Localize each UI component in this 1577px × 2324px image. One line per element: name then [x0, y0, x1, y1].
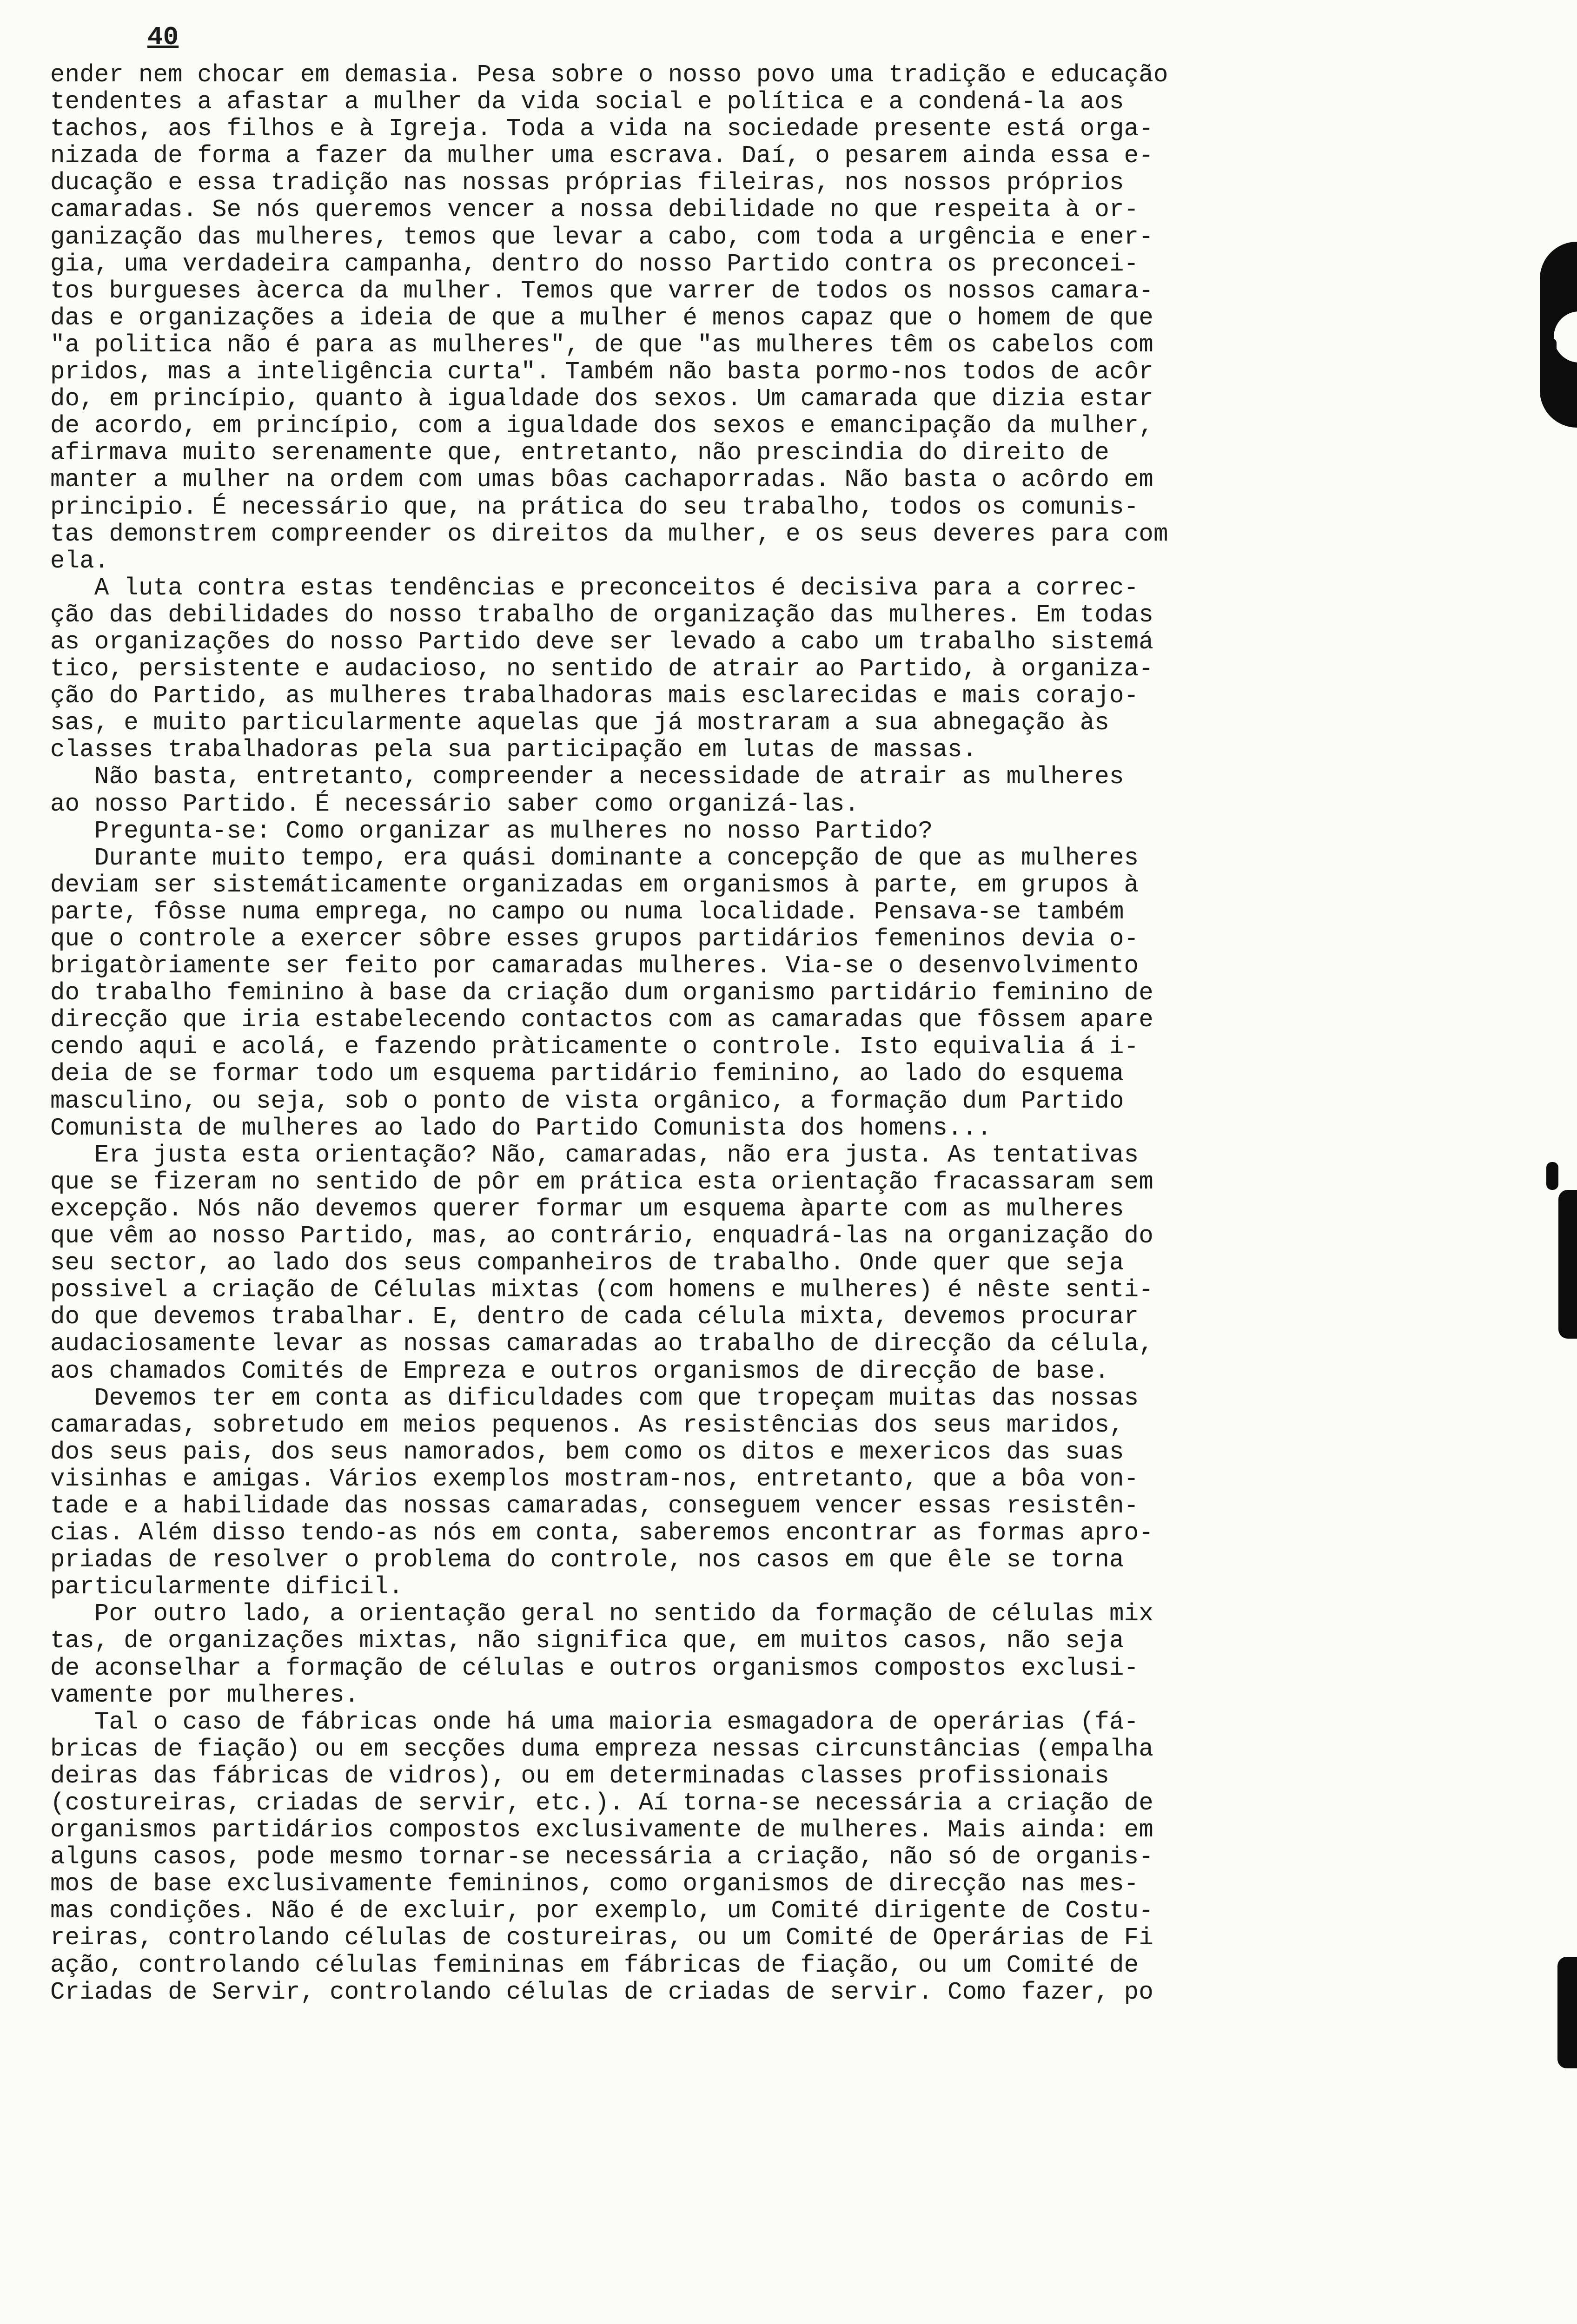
body-text	[50, 61, 1454, 2006]
binding-hole	[1557, 1957, 1577, 2068]
text-line: camaradas. Se nós queremos vencer a nossa debilidade no que respeita à or-	[50, 196, 1139, 224]
text-line: tade e a habilidade das nossas camaradas, conseguem vencer essas resistên-	[50, 1492, 1139, 1520]
text-line: masculino, ou seja, sob o ponto de vista orgânico, a formação dum Partido	[50, 1087, 1124, 1115]
text-line: afirmava muito serenamente que, entretanto, não prescindia do direito de	[50, 439, 1110, 467]
binding-hole	[1558, 1190, 1577, 1339]
text-line: ganização das mulheres, temos que levar a cabo, com toda a urgência e ener-	[50, 223, 1153, 251]
text-line: priadas de resolver o problema do controle, nos casos em que êle se torna	[50, 1546, 1124, 1574]
text-line: parte, fôsse numa emprega, no campo ou numa localidade. Pensava-se também	[50, 898, 1124, 926]
text-line: dos seus pais, dos seus namorados, bem como os ditos e mexericos das suas	[50, 1438, 1124, 1466]
text-line: possivel a criação de Células mixtas (com homens e mulheres) é nêste senti-	[50, 1276, 1153, 1304]
text-line: alguns casos, pode mesmo tornar-se necessária a criação, não só de organis-	[50, 1843, 1153, 1871]
text-line: gia, uma verdadeira campanha, dentro do nosso Partido contra os preconcei-	[50, 250, 1139, 278]
binding-hole-inner	[1554, 311, 1577, 363]
text-line: cendo aqui e acolá, e fazendo pràticamente o controle. Isto equivalia á i-	[50, 1033, 1139, 1061]
text-line: Por outro lado, a orientação geral no sentido da formação de células mix	[50, 1600, 1153, 1628]
text-line: que vêm ao nosso Partido, mas, ao contrário, enquadrá-las na organização do	[50, 1222, 1153, 1250]
text-line: A luta contra estas tendências e preconceitos é decisiva para a correc-	[50, 574, 1139, 602]
text-line: de acordo, em princípio, com a igualdade dos sexos e emancipação da mulher,	[50, 412, 1153, 440]
text-line: manter a mulher na ordem com umas bôas cachaporradas. Não basta o acôrdo em	[50, 466, 1153, 494]
text-line: ação, controlando células femininas em fábricas de fiação, ou um Comité de	[50, 1951, 1139, 1979]
text-line: mos de base exclusivamente femininos, como organismos de direcção nas mes-	[50, 1870, 1139, 1898]
text-line: direcção que iria estabelecendo contactos com as camaradas que fôssem apare	[50, 1006, 1153, 1034]
text-line: nizada de forma a fazer da mulher uma escrava. Daí, o pesarem ainda essa e-	[50, 142, 1153, 170]
text-line: Tal o caso de fábricas onde há uma maioria esmagadora de operárias (fá-	[50, 1708, 1139, 1736]
text-line: deiras das fábricas de vidros), ou em determinadas classes profissionais	[50, 1762, 1110, 1790]
text-line: que se fizeram no sentido de pôr em prática esta orientação fracassaram sem	[50, 1168, 1153, 1196]
text-line: de aconselhar a formação de células e outros organismos compostos exclusi-	[50, 1654, 1139, 1682]
text-line: brigatòriamente ser feito por camaradas mulheres. Via-se o desenvolvimento	[50, 952, 1139, 980]
text-line: seu sector, ao lado dos seus companheiros de trabalho. Onde quer que seja	[50, 1249, 1124, 1277]
text-line: pridos, mas a inteligência curta". Também não basta pormo-nos todos de acôr	[50, 358, 1153, 386]
text-line: das e organizações a ideia de que a mulher é menos capaz que o homem de que	[50, 304, 1153, 332]
text-line: camaradas, sobretudo em meios pequenos. As resistências dos seus maridos,	[50, 1411, 1124, 1439]
text-line: do que devemos trabalhar. E, dentro de cada célula mixta, devemos procurar	[50, 1303, 1139, 1331]
text-line: ducação e essa tradição nas nossas próprias fileiras, nos nossos próprios	[50, 169, 1124, 197]
text-line: tachos, aos filhos e à Igreja. Toda a vida na sociedade presente está orga-	[50, 115, 1153, 143]
text-line: Pregunta-se: Como organizar as mulheres no nosso Partido?	[50, 817, 933, 845]
text-line: deviam ser sistemáticamente organizadas em organismos à parte, em grupos à	[50, 871, 1139, 899]
binding-hole	[1540, 242, 1577, 428]
text-line: classes trabalhadoras pela sua participação em lutas de massas.	[50, 736, 977, 764]
page-number: 40	[147, 22, 179, 52]
text-line: mas condições. Não é de excluir, por exemplo, um Comité dirigente de Costu-	[50, 1897, 1153, 1925]
text-line: principio. É necessário que, na prática do seu trabalho, todos os comunis-	[50, 493, 1139, 521]
text-line: Não basta, entretanto, compreender a necessidade de atrair as mulheres	[50, 763, 1124, 791]
text-line: Durante muito tempo, era quási dominante a concepção de que as mulheres	[50, 844, 1139, 872]
text-line: deia de se formar todo um esquema partidário feminino, ao lado do esquema	[50, 1060, 1124, 1088]
text-line: ela.	[50, 547, 109, 575]
text-line: tas, de organizações mixtas, não significa que, em muitos casos, não seja	[50, 1627, 1124, 1655]
text-line: do, em princípio, quanto à igualdade dos sexos. Um camarada que dizia estar	[50, 385, 1153, 413]
text-line: que o controle a exercer sôbre esses grupos partidários femeninos devia o-	[50, 925, 1139, 953]
text-line: do trabalho feminino à base da criação dum organismo partidário feminino de	[50, 979, 1153, 1007]
text-line: vamente por mulheres.	[50, 1681, 359, 1709]
text-line: sas, e muito particularmente aquelas que já mostraram a sua abnegação às	[50, 709, 1110, 737]
text-line: ender nem chocar em demasia. Pesa sobre o nosso povo uma tradição e educação	[50, 61, 1168, 89]
text-line: Criadas de Servir, controlando células de criadas de servir. Como fazer, po	[50, 1978, 1153, 2006]
text-line: bricas de fiação) ou em secções duma empreza nessas circunstâncias (empalha	[50, 1735, 1153, 1763]
text-line: Devemos ter em conta as dificuldades com que tropeçam muitas das nossas	[50, 1384, 1139, 1412]
text-line: Comunista de mulheres ao lado do Partido Comunista dos homens...	[50, 1114, 992, 1142]
text-line: "a politica não é para as mulheres", de que "as mulheres têm os cabelos com	[50, 330, 1153, 359]
text-line: audaciosamente levar as nossas camaradas ao trabalho de direcção da célula,	[50, 1330, 1153, 1358]
text-line: ao nosso Partido. É necessário saber como organizá-las.	[50, 790, 860, 818]
text-line: tico, persistente e audacioso, no sentido de atrair ao Partido, à organiza-	[50, 655, 1153, 683]
text-line: ção das debilidades do nosso trabalho de organização das mulheres. Em todas	[50, 601, 1153, 629]
text-line: visinhas e amigas. Vários exemplos mostram-nos, entretanto, que a bôa von-	[50, 1465, 1139, 1493]
text-line: particularmente dificil.	[50, 1573, 404, 1601]
text-line: cias. Além disso tendo-as nós em conta, saberemos encontrar as formas apro-	[50, 1519, 1153, 1547]
text-line: Era justa esta orientação? Não, camaradas, não era justa. As tentativas	[50, 1141, 1139, 1169]
scan-mark	[1546, 1162, 1558, 1190]
text-line: (costureiras, criadas de servir, etc.). Aí torna-se necessária a criação de	[50, 1789, 1153, 1817]
scan-mark	[1546, 338, 1557, 357]
text-line: tos burgueses àcerca da mulher. Temos que varrer de todos os nossos camara-	[50, 277, 1153, 305]
text-line: ção do Partido, as mulheres trabalhadoras mais esclarecidas e mais corajo-	[50, 682, 1139, 710]
text-line: aos chamados Comités de Emprezа e outros organismos de direcção de base.	[50, 1357, 1110, 1385]
text-line: reiras, controlando células de costureiras, ou um Comité de Operárias de Fi	[50, 1924, 1153, 1952]
text-line: organismos partidários compostos exclusivamente de mulheres. Mais ainda: em	[50, 1816, 1153, 1844]
text-line: tas demonstrem compreender os direitos da mulher, e os seus deveres para com	[50, 520, 1168, 548]
text-line: tendentes a afastar a mulher da vida social e política e a condená-la aos	[50, 88, 1124, 116]
text-line: excepção. Nós não devemos querer formar um esquema àparte com as mulheres	[50, 1195, 1124, 1223]
text-line: as organizações do nosso Partido deve ser levado a cabo um trabalho sistemá	[50, 627, 1153, 656]
